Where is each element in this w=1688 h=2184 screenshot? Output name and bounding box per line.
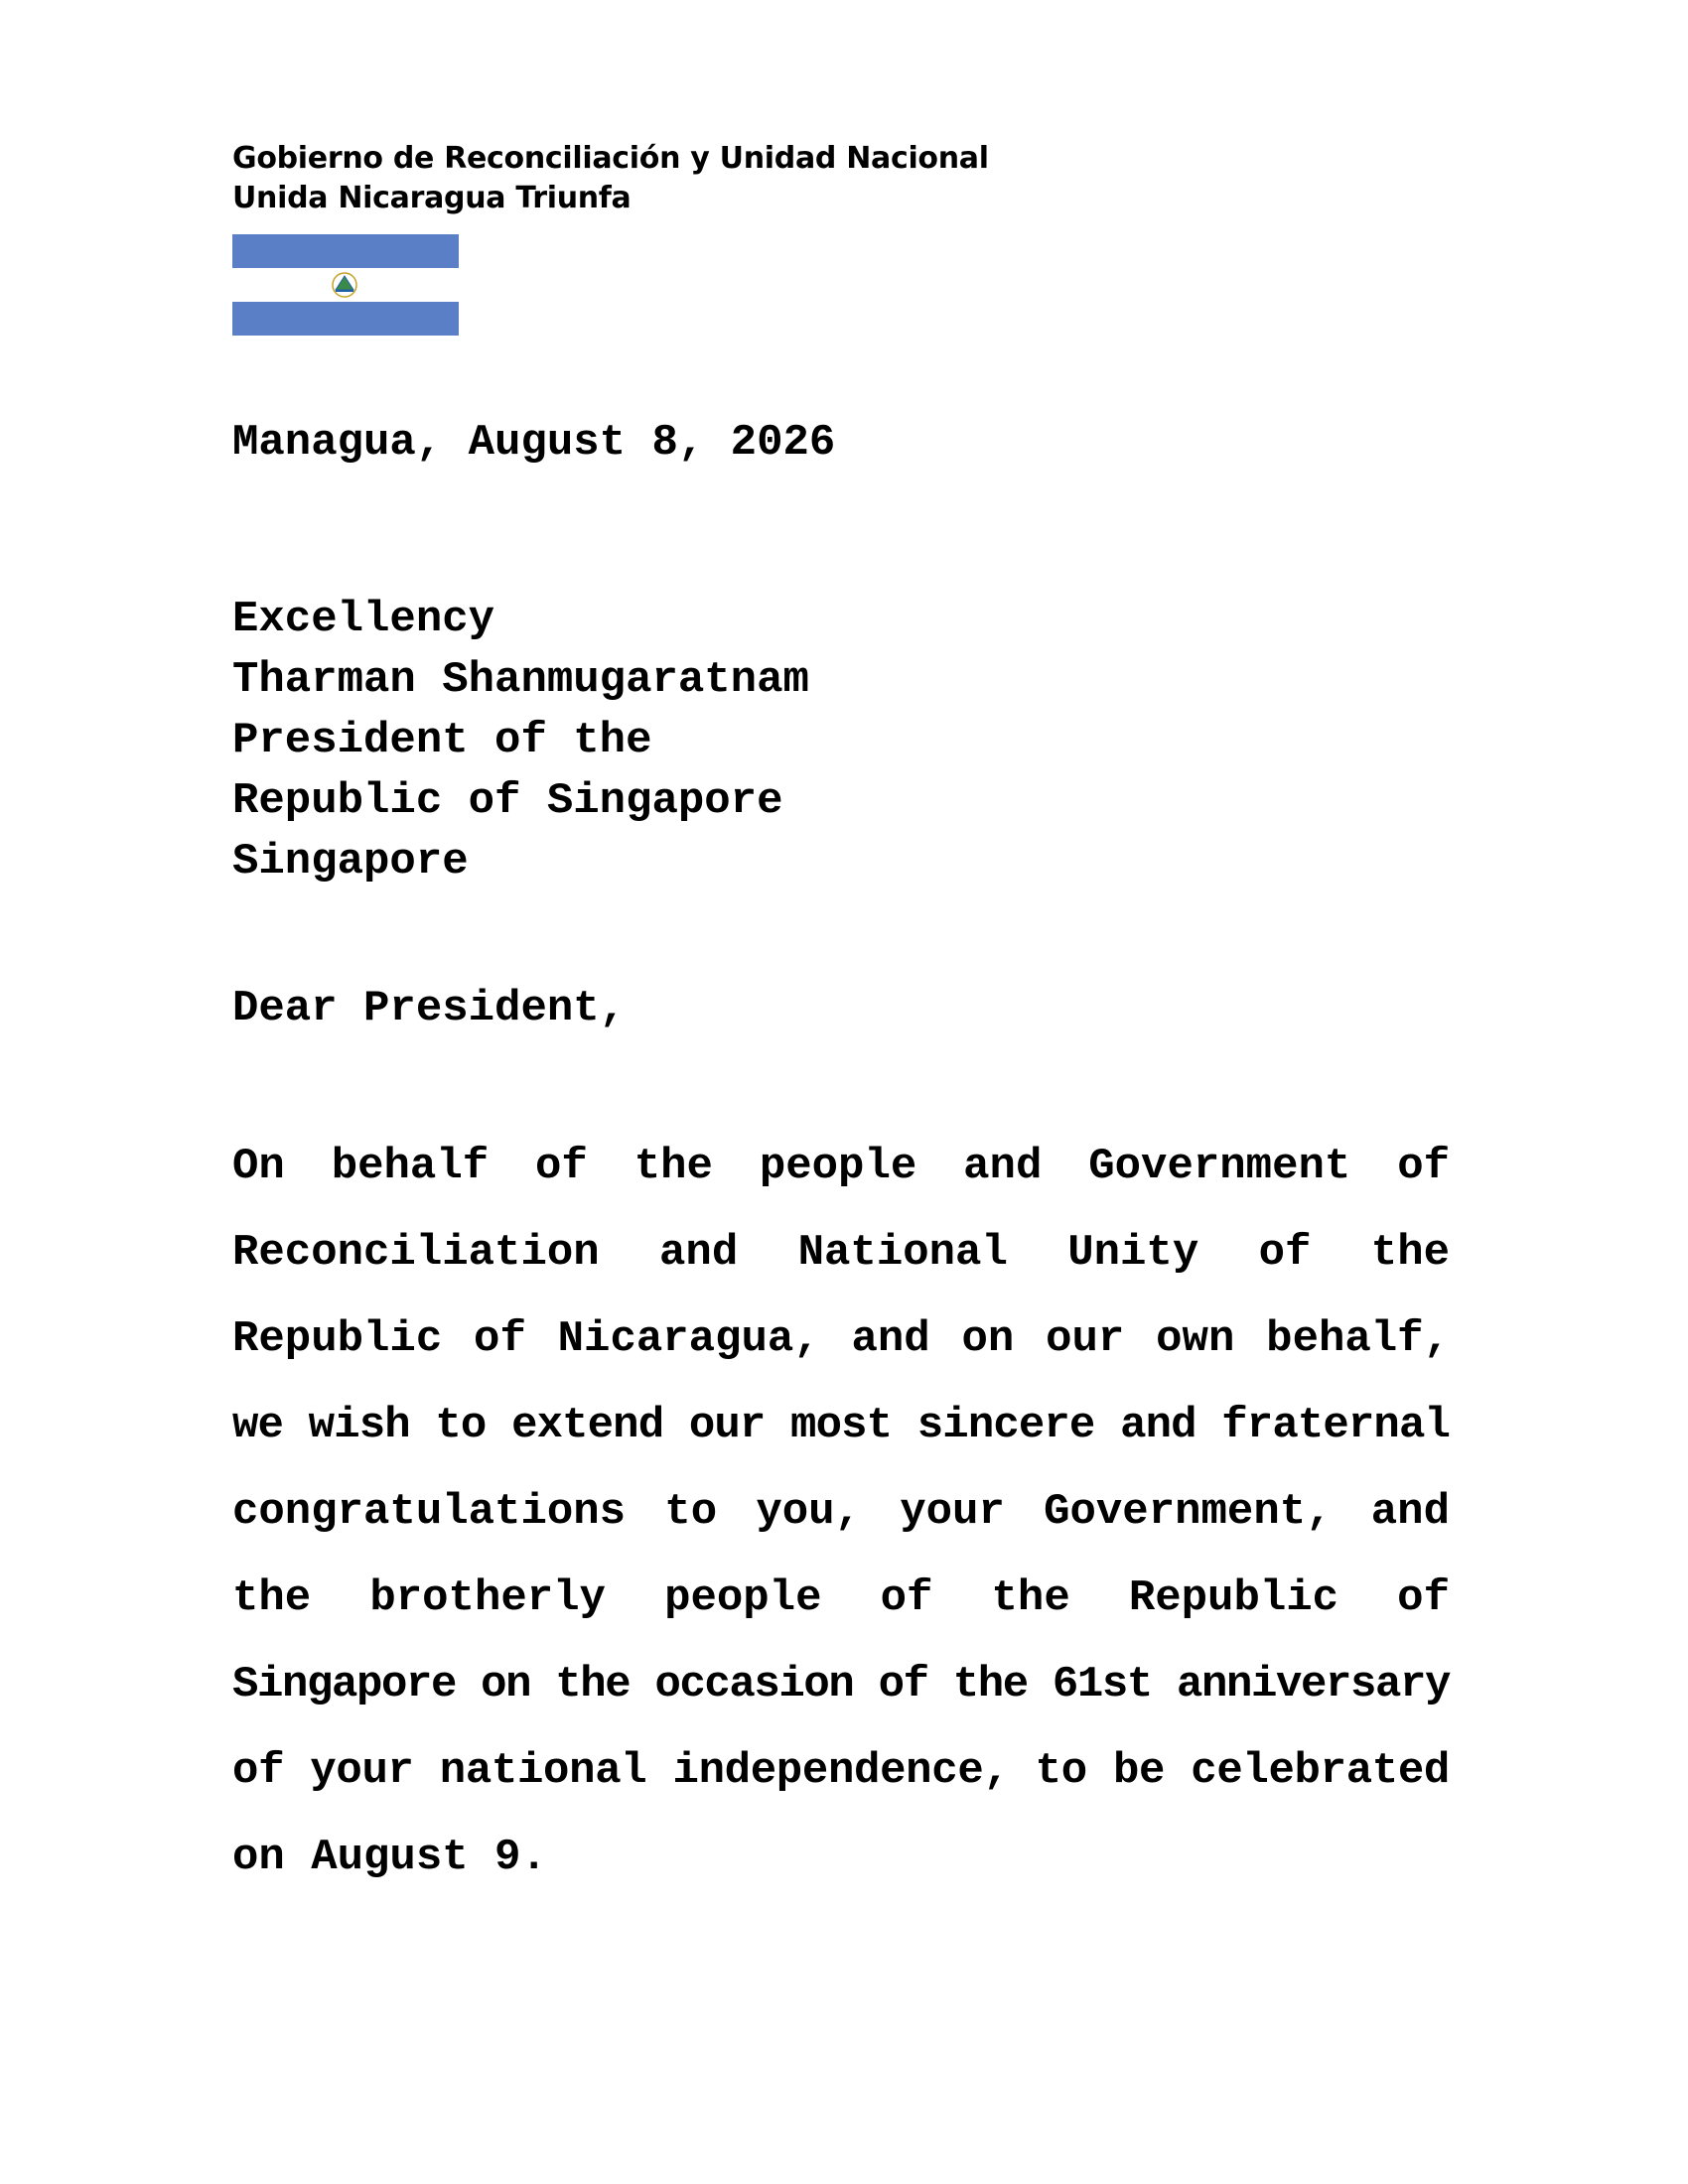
recipient-line: Tharman Shanmugaratnam (232, 655, 809, 705)
body-line: of your national independence, to be celebrated (232, 1746, 1450, 1796)
body-line: Reconciliation and National Unity of the (232, 1228, 1450, 1278)
body-line: the brotherly people of the Republic of (232, 1573, 1450, 1623)
letterhead (232, 139, 989, 218)
recipient-line: Republic of Singapore (232, 776, 783, 826)
salutation: Dear President, (232, 984, 627, 1033)
recipient-line: Excellency (232, 595, 495, 644)
letter-date: Managua, August 8, 2026 (232, 418, 836, 468)
recipient-line: Singapore (232, 837, 469, 887)
body-line: Republic of Nicaragua, and on our own behalf, (232, 1314, 1450, 1364)
recipient-block (232, 590, 809, 892)
government-name: Gobierno de Reconciliación y Unidad Nacional (232, 141, 989, 176)
body-line: On behalf of the people and Government of (232, 1142, 1450, 1191)
letter-body (232, 1124, 1450, 1901)
body-line: we wish to extend our most sincere and fraternal (232, 1401, 1450, 1450)
nicaragua-flag-icon (232, 234, 459, 336)
government-motto: Unida Nicaragua Triunfa (232, 181, 632, 215)
recipient-line: President of the (232, 716, 652, 765)
body-line: congratulations to you, your Government, and (232, 1487, 1450, 1537)
body-line: on August 9. (232, 1833, 547, 1882)
body-line: Singapore on the occasion of the 61st anniversary (232, 1660, 1450, 1709)
